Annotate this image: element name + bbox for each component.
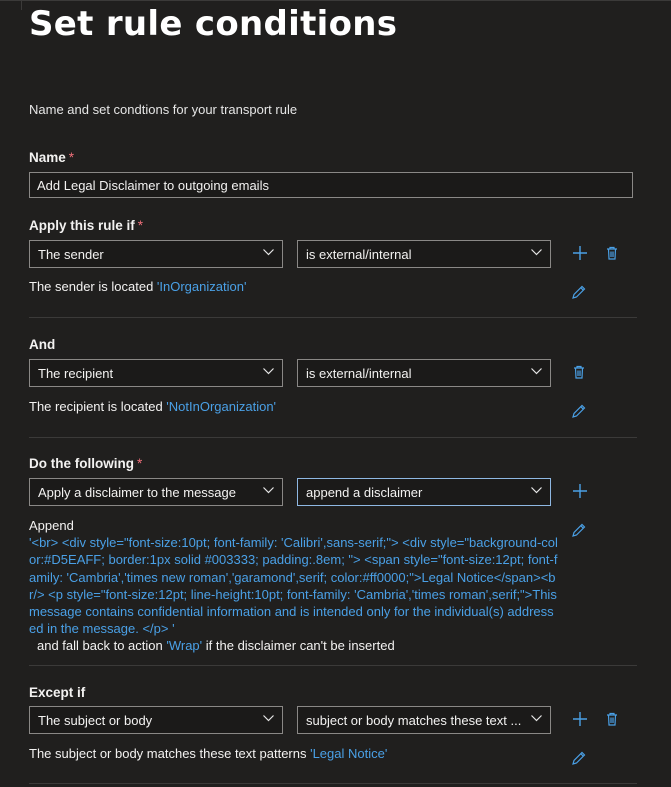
do-following-label: Do the following *	[29, 456, 143, 471]
except-description: The subject or body matches these text patterns 'Legal Notice'	[29, 746, 388, 761]
and-description: The recipient is located 'NotInOrganization'	[29, 399, 277, 414]
required-marker: *	[68, 150, 75, 165]
section-divider	[29, 437, 637, 438]
name-label: Name *	[29, 150, 75, 165]
and-label: And	[29, 337, 56, 352]
append-label: Append	[29, 518, 74, 533]
chevron-down-icon	[531, 487, 542, 494]
chevron-down-icon	[531, 249, 542, 256]
trash-icon[interactable]	[604, 711, 620, 727]
trash-icon[interactable]	[604, 245, 620, 261]
required-marker: *	[136, 456, 143, 471]
section-divider	[29, 665, 637, 666]
chevron-down-icon	[263, 249, 274, 256]
apply-operator-dropdown[interactable]: is external/internal	[297, 240, 551, 268]
trash-icon[interactable]	[571, 364, 587, 380]
and-operator-dropdown[interactable]: is external/internal	[297, 359, 551, 387]
pencil-icon[interactable]	[571, 403, 587, 419]
plus-icon[interactable]	[572, 711, 588, 727]
page-subtitle: Name and set condtions for your transport rule	[29, 102, 298, 117]
action-dropdown[interactable]: Apply a disclaimer to the message	[29, 478, 283, 506]
plus-icon[interactable]	[572, 483, 588, 499]
apply-rule-label: Apply this rule if *	[29, 218, 144, 233]
pencil-icon[interactable]	[571, 284, 587, 300]
except-if-label: Except if	[29, 685, 86, 700]
apply-value-link[interactable]: 'InOrganization'	[156, 279, 247, 294]
page-title: Set rule conditions	[29, 4, 398, 44]
pencil-icon[interactable]	[571, 750, 587, 766]
chevron-down-icon	[263, 715, 274, 722]
section-divider	[29, 317, 637, 318]
apply-condition-dropdown[interactable]: The sender	[29, 240, 283, 268]
apply-description: The sender is located 'InOrganization'	[29, 279, 247, 294]
exception-condition-dropdown[interactable]: The subject or body	[29, 706, 283, 734]
chevron-down-icon	[531, 368, 542, 375]
name-input[interactable]: Add Legal Disclaimer to outgoing emails	[29, 172, 633, 198]
and-condition-dropdown[interactable]: The recipient	[29, 359, 283, 387]
chevron-down-icon	[263, 368, 274, 375]
required-marker: *	[137, 218, 144, 233]
action-type-dropdown[interactable]: append a disclaimer	[297, 478, 551, 506]
chevron-down-icon	[263, 487, 274, 494]
fallback-action-link[interactable]: 'Wrap'	[166, 638, 203, 654]
section-divider	[29, 783, 637, 784]
and-value-link[interactable]: 'NotInOrganization'	[166, 399, 277, 414]
append-details	[29, 517, 559, 655]
pencil-icon[interactable]	[571, 522, 587, 538]
top-divider	[21, 0, 22, 10]
disclaimer-html-link[interactable]: '<br> <div style="font-size:10pt; font-family: 'Calibri',sans-serif;"> <div style="background-color:#D5EAFF; border:1px solid #003333; padding:.8em; "> <span style="font-size:12pt; font-family: 'Cambria','times new roman','garamond',serif; color:#ff0000;">Legal Notice</span><br/> <p style="font-size:12pt; line-height:10pt; font-family: 'Cambria','times roman',serif;">This message contains confidential information and is intended only for the individual(s) addressed in the message. </p> '	[29, 535, 558, 637]
chevron-down-icon	[531, 715, 542, 722]
exception-operator-dropdown[interactable]: subject or body matches these text ...	[297, 706, 551, 734]
plus-icon[interactable]	[572, 245, 588, 261]
fallback-text: and fall back to action 'Wrap' if the disclaimer can't be inserted	[37, 638, 395, 654]
except-value-link[interactable]: 'Legal Notice'	[310, 746, 388, 761]
